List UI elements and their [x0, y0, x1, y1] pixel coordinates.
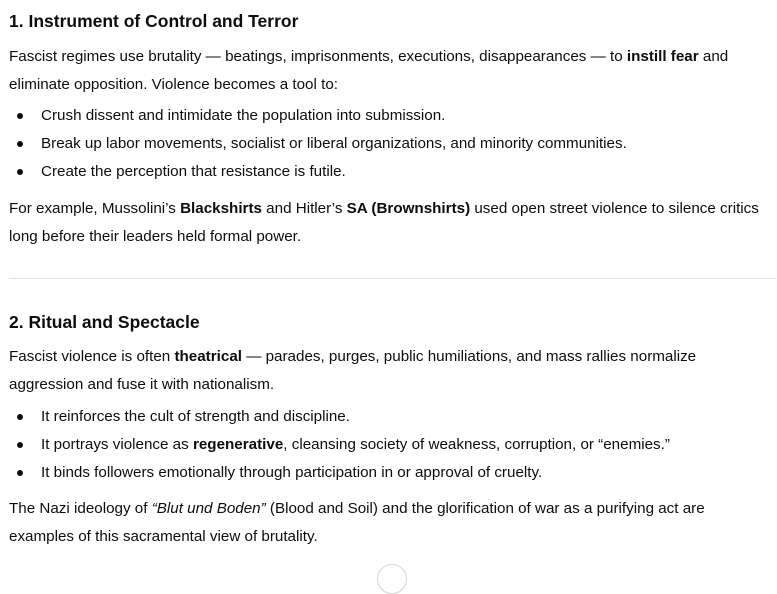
text-run: The Nazi ideology of — [9, 500, 152, 517]
text-run: Fascist violence is often — [9, 348, 175, 365]
paragraph-line — [9, 43, 773, 71]
scroll-down-button[interactable] — [377, 564, 407, 594]
paragraph-line: long before their leaders held formal power. — [9, 228, 302, 245]
list-item — [9, 431, 670, 459]
text-run: , cleansing society of weakness, corruption, or “enemies.” — [283, 436, 670, 453]
bold-text: instill fear — [626, 48, 699, 65]
paragraph-line — [9, 495, 773, 523]
text-run: It portrays violence as — [41, 436, 193, 453]
section-intro-paragraph — [9, 43, 773, 99]
list-item — [9, 158, 627, 186]
text-run: — parades, purges, public humiliations, and mass rallies normalize — [241, 348, 697, 365]
bold-text: theatrical — [174, 348, 242, 365]
bold-text: SA (Brownshirts) — [346, 200, 471, 217]
text-run: and — [698, 48, 729, 65]
list-item-text: It binds followers emotionally through participation in or approval of cruelty. — [41, 464, 543, 481]
text-run: Fascist regimes use brutality — beatings, imprisonments, executions, disappearances — to — [9, 48, 627, 65]
text-run: and Hitler’s — [261, 200, 347, 217]
bullet-icon — [17, 141, 23, 147]
paragraph-line — [9, 195, 773, 223]
bold-text: regenerative — [192, 436, 284, 453]
paragraph-line: examples of this sacramental view of brutality. — [9, 528, 318, 545]
section-divider — [9, 278, 776, 279]
section-intro-paragraph — [9, 343, 773, 399]
list-item — [9, 130, 627, 158]
list-item-text: Break up labor movements, socialist or liberal organizations, and minority communities. — [41, 135, 627, 152]
bullet-icon — [17, 169, 23, 175]
list-item — [9, 459, 670, 487]
section-heading: 1. Instrument of Control and Terror — [9, 11, 299, 31]
bullet-icon — [17, 442, 23, 448]
bullet-icon — [17, 414, 23, 420]
list-item-text: Create the perception that resistance is futile. — [41, 163, 346, 180]
text-run: For example, Mussolini’s — [9, 200, 181, 217]
italic-text: “Blut und Boden” — [151, 500, 266, 517]
bullet-list — [9, 102, 627, 186]
example-paragraph — [9, 195, 773, 251]
paragraph-line — [9, 343, 773, 371]
text-run: used open street violence to silence critics — [470, 200, 759, 217]
paragraph-line: aggression and fuse it with nationalism. — [9, 376, 275, 393]
list-item — [9, 102, 627, 130]
list-item-text: It reinforces the cult of strength and discipline. — [41, 408, 350, 425]
section-heading: 2. Ritual and Spectacle — [9, 312, 200, 332]
bold-text: Blackshirts — [180, 200, 262, 217]
closing-paragraph — [9, 495, 773, 551]
paragraph-line: eliminate opposition. Violence becomes a tool to: — [9, 76, 338, 93]
list-item-text: Crush dissent and intimidate the population into submission. — [41, 107, 446, 124]
bullet-icon — [17, 470, 23, 476]
bullet-icon — [17, 113, 23, 119]
list-item — [9, 403, 670, 431]
bullet-list — [9, 403, 670, 487]
text-run: (Blood and Soil) and the glorification of war as a purifying act are — [265, 500, 705, 517]
